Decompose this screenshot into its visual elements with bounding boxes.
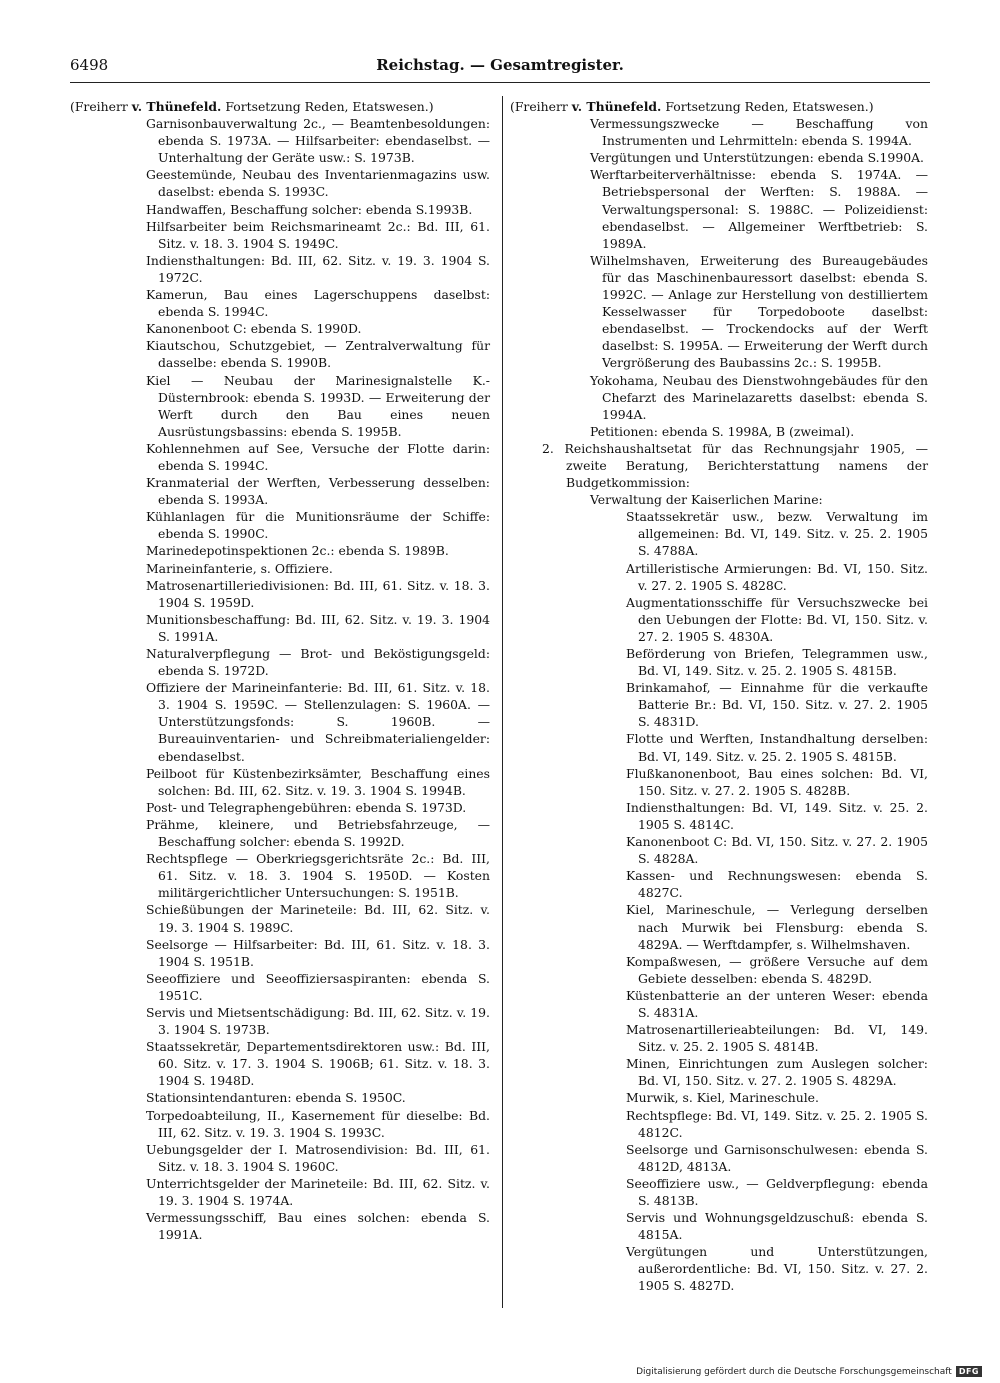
index-entry: Seelsorge — Hilfsarbeiter: Bd. III, 61. Sitz. v. 18. 3. 1904 S. 1951B. <box>146 936 490 969</box>
index-entry: Vermessungszwecke — Beschaffung von Instrumenten und Lehrmitteln: ebenda S. 1994A. <box>590 116 928 149</box>
index-entry: Servis und Mietsentschädigung: Bd. III, 62. Sitz. v. 19. 3. 1904 S. 1973B. <box>146 1004 490 1038</box>
footer-text: Digitalisierung gefördert durch die Deutsche Forschungsgemeinschaft <box>636 1366 952 1377</box>
index-entry: Marineinfanterie, s. Offiziere. <box>146 560 333 576</box>
index-entry: Kiel, Marineschule, — Verlegung derselben nach Murwik bei Flensburg: ebenda S. 4829A. — Werftdampfer, s. Wilhelmshaven. <box>626 902 928 952</box>
lead-suffix: Fortsetzung Reden, Etatswesen.) <box>225 99 434 114</box>
sub-heading: Verwaltung der Kaiserlichen Marine: <box>590 492 823 508</box>
index-entry: Kanonenboot C: Bd. VI, 150. Sitz. v. 27. 2. 1905 S. 4828A. <box>626 834 928 867</box>
index-entry: Küstenbatterie an der unteren Weser: ebenda S. 4831A. <box>626 987 928 1020</box>
index-entry: Garnisonbauverwaltung 2c., — Beamtenbesoldungen: ebenda S. 1973A. — Hilfsarbeiter: ebendaselbst. — Unterhaltung der Geräte usw.: S. 1973B. <box>146 116 490 166</box>
index-entry: Handwaffen, Beschaffung solcher: ebenda S.1993B. <box>146 201 473 217</box>
index-entry: Servis und Wohnungsgeldzuschuß: ebenda S. 4815A. <box>626 1210 928 1243</box>
left-column <box>70 98 490 1243</box>
index-entry: Schießübungen der Marineteile: Bd. III, 62. Sitz. v. 19. 3. 1904 S. 1989C. <box>146 902 490 935</box>
index-entry: Minen, Einrichtungen zum Auslegen solcher: Bd. VI, 150. Sitz. v. 27. 2. 1905 S. 4829A. <box>626 1056 928 1089</box>
continuation-heading <box>510 98 928 115</box>
index-entry: Munitionsbeschaffung: Bd. III, 62. Sitz. v. 19. 3. 1904 S. 1991A. <box>146 611 490 644</box>
index-entry: Kiel — Neubau der Marinesignalstelle K.-Düsternbrook: ebenda S. 1993D. — Erweiterung der Werft durch den Bau eines neuen Ausrüstungsbassins: ebenda S. 1995B. <box>146 372 490 439</box>
index-entry: Stationsintendanturen: ebenda S. 1950C. <box>146 1090 406 1106</box>
index-entry: Wilhelmshaven, Erweiterung des Bureaugebäudes für das Maschinenbauressort daselbst: ebenda S. 1992C. — Anlage zur Herstellung von destilliertem Kesselwasser für Torpedoboote daselbst: ebendaselbst. — Trockendocks auf der Werft daselbst: S. 1995A. — Erweiterung der Werft durch Vergrößerung des Baubassins 2c.: S. 1995B. <box>590 252 928 371</box>
footer-credit <box>636 1366 982 1377</box>
index-entry: Rechtspflege — Oberkriegsgerichtsräte 2c.: Bd. III, 61. Sitz. v. 18. 3. 1904 S. 1950D. — Kosten militärgerichtlicher Untersuchungen: S. 1951B. <box>146 851 490 901</box>
index-entry: Kühlanlagen für die Munitionsräume der Schiffe: ebenda S. 1990C. <box>146 509 490 542</box>
index-entry: Seeoffiziere und Seeoffiziersaspiranten: ebenda S. 1951C. <box>146 970 490 1003</box>
index-entry: Unterrichtsgelder der Marineteile: Bd. III, 62. Sitz. v. 19. 3. 1904 S. 1974A. <box>146 1175 490 1208</box>
index-entry: Prähme, kleinere, und Betriebsfahrzeuge, — Beschaffung solcher: ebenda S. 1992D. <box>146 816 490 850</box>
lead-suffix: Fortsetzung Reden, Etatswesen.) <box>665 99 874 114</box>
index-entry: Seelsorge und Garnisonschulwesen: ebenda S. 4812D, 4813A. <box>626 1141 928 1174</box>
index-entry: Werftarbeiterverhältnisse: ebenda S. 1974A. — Betriebspersonal der Werften: S. 1988A. — Verwaltungspersonal: S. 1988C. — Polizeidienst: ebendaselbst. — Allgemeiner Werftbetrieb: S. 1989A. <box>590 167 928 251</box>
index-entry: Kanonenboot C: ebenda S. 1990D. <box>146 321 362 337</box>
index-entry: Beförderung von Briefen, Telegrammen usw., Bd. VI, 149. Sitz. v. 25. 2. 1905 S. 4815B. <box>626 646 928 679</box>
index-entry: Kompaßwesen, — größere Versuche auf dem Gebiete desselben: ebenda S. 4829D. <box>626 953 928 986</box>
dfg-logo: DFG <box>956 1366 982 1377</box>
index-entry: Peilboot für Küstenbezirksämter, Beschaffung eines solchen: Bd. III, 62. Sitz. v. 19. 3. 1904 S. 1994B. <box>146 765 490 798</box>
index-entry: Post- und Telegraphengebühren: ebenda S. 1973D. <box>146 799 467 815</box>
index-entry: Kohlennehmen auf See, Versuche der Flotte darin: ebenda S. 1994C. <box>146 440 490 473</box>
index-entry: Matrosenartilleriedivisionen: Bd. III, 61. Sitz. v. 18. 3. 1904 S. 1959D. <box>146 577 490 610</box>
index-entry: Geestemünde, Neubau des Inventarienmagazins usw. daselbst: ebenda S. 1993C. <box>146 167 490 200</box>
right-entry-list-b <box>510 508 928 1294</box>
index-entry: Marinedepotinspektionen 2c.: ebenda S. 1989B. <box>146 543 449 559</box>
index-entry: Staatssekretär, Departementsdirektoren usw.: Bd. III, 60. Sitz. v. 17. 3. 1904 S. 1906B; 61. Sitz. v. 18. 3. 1904 S. 1948D. <box>146 1039 490 1089</box>
right-entry-list-a <box>510 115 928 440</box>
index-entry: Matrosenartillerieabteilungen: Bd. VI, 149. Sitz. v. 25. 2. 1905 S. 4814B. <box>626 1022 928 1055</box>
index-entry: Artilleristische Armierungen: Bd. VI, 150. Sitz. v. 27. 2. 1905 S. 4828C. <box>626 560 928 593</box>
index-entry: Hilfsarbeiter beim Reichsmarineamt 2c.: Bd. III, 61. Sitz. v. 18. 3. 1904 S. 1949C. <box>146 218 490 251</box>
index-entry: Flußkanonenboot, Bau eines solchen: Bd. VI, 150. Sitz. v. 27. 2. 1905 S. 4828B. <box>626 765 928 798</box>
index-entry: Offiziere der Marineinfanterie: Bd. III, 61. Sitz. v. 18. 3. 1904 S. 1959C. — Stellenzulagen: S. 1960A. — Unterstützungsfonds: S. 1960B. — Bureauinventarien- und Schreibmaterialiengelder: ebendaselbst. <box>146 680 490 764</box>
index-entry: Staatssekretär usw., bezw. Verwaltung im allgemeinen: Bd. VI, 149. Sitz. v. 25. 2. 1905 S. 4788A. <box>626 509 928 559</box>
index-entry: Indiensthaltungen: Bd. III, 62. Sitz. v. 19. 3. 1904 S. 1972C. <box>146 252 490 285</box>
index-entry: Kranmaterial der Werften, Verbesserung desselben: ebenda S. 1993A. <box>146 475 490 508</box>
index-entry: Naturalverpflegung — Brot- und Beköstigungsgeld: ebenda S. 1972D. <box>146 646 490 679</box>
index-entry: Kiautschou, Schutzgebiet, — Zentralverwaltung für dasselbe: ebenda S. 1990B. <box>146 338 490 371</box>
index-entry: Petitionen: ebenda S. 1998A, B (zweimal). <box>590 423 855 439</box>
page-header <box>70 56 930 80</box>
lead-prefix: (Freiherr <box>510 99 568 114</box>
index-entry: Vergütungen und Unterstützungen: ebenda S.1990A. <box>590 150 924 166</box>
lead-name: v. Thünefeld. <box>131 99 222 114</box>
index-entry: Murwik, s. Kiel, Marineschule. <box>626 1090 819 1106</box>
index-entry: Brinkamahof, — Einnahme für die verkaufte Batterie Br.: Bd. VI, 150. Sitz. v. 27. 2. 1905 S. 4831D. <box>626 680 928 730</box>
index-entry: Kassen- und Rechnungswesen: ebenda S. 4827C. <box>626 868 928 901</box>
index-entry: Vergütungen und Unterstützungen, außerordentliche: Bd. VI, 150. Sitz. v. 27. 2. 1905 S. 4827D. <box>626 1244 928 1294</box>
index-entry: Kamerun, Bau eines Lagerschuppens daselbst: ebenda S. 1994C. <box>146 287 490 320</box>
page-number: 6498 <box>70 56 109 74</box>
index-entry: Torpedoabteilung, II., Kasernement für dieselbe: Bd. III, 62. Sitz. v. 19. 3. 1904 S. 1993C. <box>146 1107 490 1140</box>
left-entry-list <box>70 115 490 1243</box>
right-column <box>510 98 928 1295</box>
index-entry: Vermessungsschiff, Bau eines solchen: ebenda S. 1991A. <box>146 1210 490 1243</box>
index-entry: Seeoffiziere usw., — Geldverpflegung: ebenda S. 4813B. <box>626 1175 928 1208</box>
running-title: Reichstag. — Gesamtregister. <box>376 56 624 74</box>
index-entry: Rechtspflege: Bd. VI, 149. Sitz. v. 25. 2. 1905 S. 4812C. <box>626 1107 928 1140</box>
index-entry: Indiensthaltungen: Bd. VI, 149. Sitz. v. 25. 2. 1905 S. 4814C. <box>626 799 928 832</box>
index-entry: Flotte und Werften, Instandhaltung derselben: Bd. VI, 149. Sitz. v. 25. 2. 1905 S. 4815B. <box>626 731 928 764</box>
header-rule <box>70 82 930 83</box>
continuation-heading <box>70 98 490 115</box>
lead-prefix: (Freiherr <box>70 99 128 114</box>
lead-name: v. Thünefeld. <box>571 99 662 114</box>
column-divider <box>502 96 503 1308</box>
index-entry: Augmentationsschiffe für Versuchszwecke bei den Uebungen der Flotte: Bd. VI, 150. Sitz. v. 27. 2. 1905 S. 4830A. <box>626 594 928 644</box>
index-entry: Yokohama, Neubau des Dienstwohngebäudes für den Chefarzt des Marinelazaretts daselbst: ebenda S. 1994A. <box>590 372 928 422</box>
index-entry: Uebungsgelder der I. Matrosendivision: Bd. III, 61. Sitz. v. 18. 3. 1904 S. 1960C. <box>146 1141 490 1174</box>
item-2-heading: 2. Reichshaushaltsetat für das Rechnungsjahr 1905, — zweite Beratung, Berichterstattung namens der Budgetkommission: <box>542 440 928 491</box>
